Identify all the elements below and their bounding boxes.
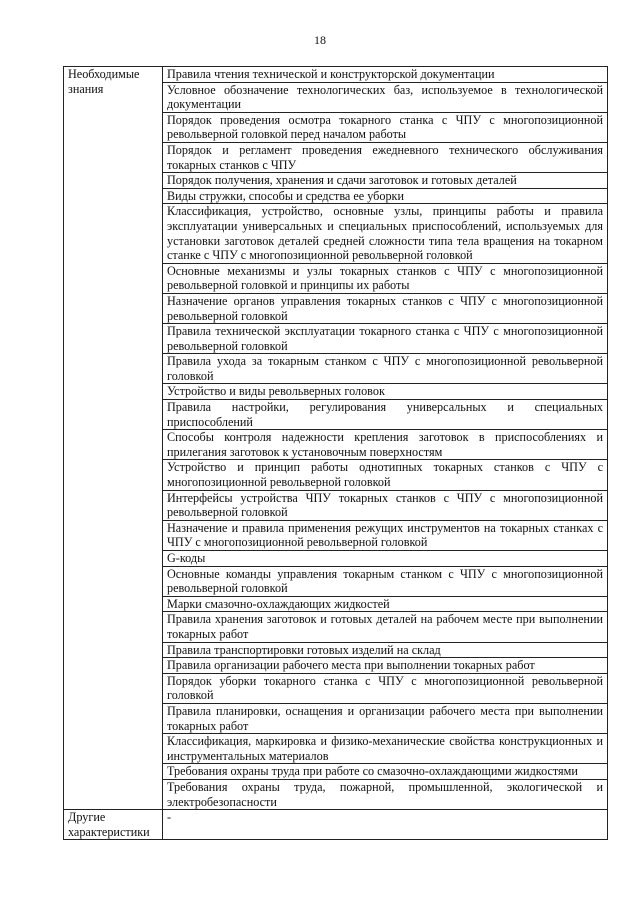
knowledge-item: G-коды <box>163 551 608 567</box>
page-number: 18 <box>314 33 326 47</box>
knowledge-item: Правила ухода за токарным станком с ЧПУ с многопозиционной револьверной головкой <box>163 354 608 384</box>
required-knowledge-label: Необходимые знания <box>64 67 163 810</box>
knowledge-item: Правила планировки, оснащения и организации рабочего места при выполнении токарных работ <box>163 703 608 733</box>
knowledge-item: Устройство и принцип работы однотипных токарных станков с ЧПУ с многопозиционной револьверной головкой <box>163 460 608 490</box>
knowledge-item: Порядок проведения осмотра токарного станка с ЧПУ с многопозиционной револьверной головкой перед началом работы <box>163 112 608 142</box>
knowledge-item: Марки смазочно-охлаждающих жидкостей <box>163 596 608 612</box>
knowledge-item: Назначение органов управления токарных станков с ЧПУ с многопозиционной револьверной головкой <box>163 293 608 323</box>
other-characteristics-label: Другие характеристики <box>64 810 163 840</box>
knowledge-item: Интерфейсы устройства ЧПУ токарных станков с ЧПУ с многопозиционной револьверной головкой <box>163 490 608 520</box>
knowledge-item: Основные команды управления токарным станком с ЧПУ с многопозиционной револьверной головкой <box>163 566 608 596</box>
knowledge-table-body <box>64 67 608 840</box>
knowledge-item: Устройство и виды револьверных головок <box>163 384 608 400</box>
knowledge-item: Правила транспортировки готовых изделий на склад <box>163 642 608 658</box>
knowledge-item: Виды стружки, способы и средства ее уборки <box>163 188 608 204</box>
knowledge-item: Правила технической эксплуатации токарного станка с ЧПУ с многопозиционной револьверной головкой <box>163 324 608 354</box>
knowledge-table <box>63 66 608 840</box>
knowledge-item: Порядок получения, хранения и сдачи заготовок и готовых деталей <box>163 173 608 189</box>
other-characteristics-row <box>64 810 608 840</box>
knowledge-item: Классификация, маркировка и физико-механические свойства конструкционных и инструментальных материалов <box>163 734 608 764</box>
knowledge-item: Правила хранения заготовок и готовых деталей на рабочем месте при выполнении токарных работ <box>163 612 608 642</box>
knowledge-item: Правила настройки, регулирования универсальных и специальных приспособлений <box>163 400 608 430</box>
knowledge-item: Требования охраны труда, пожарной, промышленной, экологической и электробезопасности <box>163 779 608 809</box>
knowledge-item: Порядок и регламент проведения ежедневного технического обслуживания токарных станков с ЧПУ <box>163 142 608 172</box>
knowledge-item: Способы контроля надежности крепления заготовок в приспособлениях и прилегания заготовок к установочным поверхностям <box>163 430 608 460</box>
knowledge-item: Основные механизмы и узлы токарных станков с ЧПУ с многопозиционной револьверной головкой и принципы их работы <box>163 263 608 293</box>
other-characteristics-value: - <box>163 810 608 840</box>
knowledge-item: Требования охраны труда при работе со смазочно-охлаждающими жидкостями <box>163 764 608 780</box>
knowledge-item: Порядок уборки токарного станка с ЧПУ с многопозиционной револьверной головкой <box>163 673 608 703</box>
knowledge-item: Классификация, устройство, основные узлы, принципы работы и правила эксплуатации универсальных и специальных приспособлений, используемых для установки заготовок деталей средней сложности типа тела вращения на токарном станке с ЧПУ с многопозиционной револьверной головкой <box>163 204 608 263</box>
knowledge-row <box>64 67 608 83</box>
knowledge-item: Правила организации рабочего места при выполнении токарных работ <box>163 658 608 674</box>
knowledge-item: Условное обозначение технологических баз, используемое в технологической документации <box>163 82 608 112</box>
knowledge-item: Правила чтения технической и конструкторской документации <box>163 67 608 83</box>
knowledge-item: Назначение и правила применения режущих инструментов на токарных станках с ЧПУ с многопозиционной револьверной головкой <box>163 520 608 550</box>
